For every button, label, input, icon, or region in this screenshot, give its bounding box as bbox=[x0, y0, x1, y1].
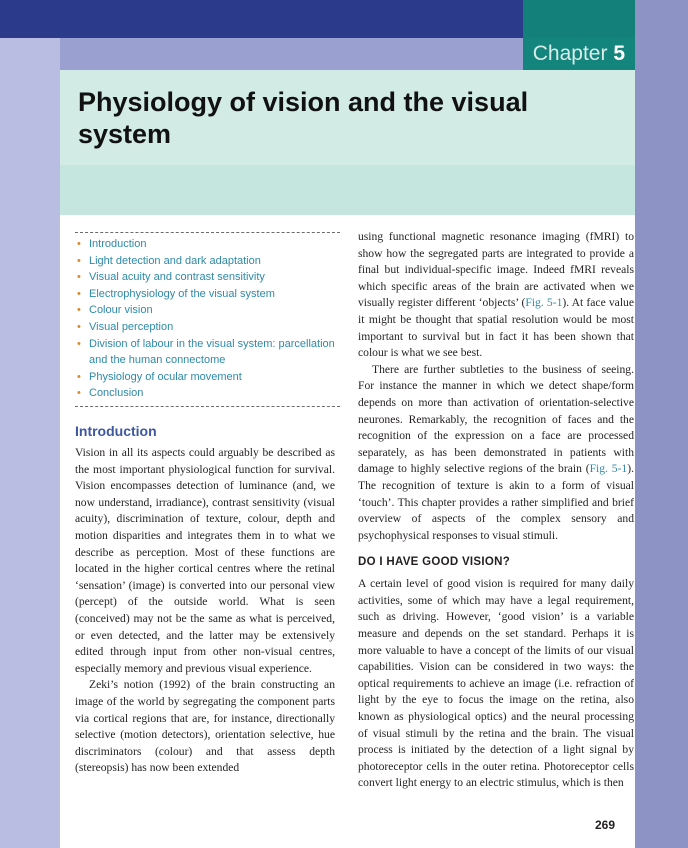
toc-item[interactable]: • Light detection and dark adaptation bbox=[75, 253, 340, 270]
paragraph-text: using functional magnetic resonance imaging (fMRI) to show how the segregated parts are integrated to provide a final but individual-specific image. Indeed fMRI reveals which specific areas of the brain are activated when we visually register different ‘objects’ ( bbox=[358, 230, 634, 310]
toc-item[interactable]: • Introduction bbox=[75, 236, 340, 253]
toc-item[interactable]: • Conclusion bbox=[75, 385, 340, 402]
toc-item[interactable]: • Visual acuity and contrast sensitivity bbox=[75, 269, 340, 286]
chapter-word: Chapter bbox=[532, 42, 608, 65]
chapter-tab-top bbox=[523, 0, 635, 38]
paragraph-text: ). At face value it might be thought that spatial resolution would be most important to survival but in fact it has been shown that colour is what we see best. bbox=[358, 296, 634, 360]
introduction-paragraph: Vision in all its aspects could arguably be described as the most important physiological function for survival. Vision encompasses detection of luminance (and, we now understand, irradiance), contrast sensitivity (visual acuity), discrimination of texture, colour, depth and motion disparities and integrates them in to what we describe as perception. Most of these functions are located in the higher cortical centres where the retinal ‘sensation’ (image) is converted into our personal view (percept) of the outside world. What is seen (conceived) may not be the same as what is perceived, or even detected, and the latter may be extensively edited through input from other non-visual centres, especially memory and previous visual experience. bbox=[75, 446, 335, 675]
good-vision-heading: DO I HAVE GOOD VISION? bbox=[358, 556, 511, 569]
left-margin-strip bbox=[0, 38, 60, 848]
chapter-number: 5 bbox=[613, 42, 625, 65]
introduction-paragraph bbox=[358, 229, 634, 362]
chapter-label bbox=[523, 38, 635, 70]
title-underband bbox=[60, 165, 635, 215]
chapter-contents bbox=[75, 232, 340, 407]
figure-reference-link[interactable]: Fig. 5-1 bbox=[525, 296, 563, 310]
right-margin-strip bbox=[635, 0, 688, 848]
introduction-paragraph: Zeki’s notion (1992) of the brain constructing an image of the world by segregating the component parts via cortical regions that are, for instance, directionally selective (motion detectors), orientation selective, hue discriminators (colour) and that assess depth (stereopsis) has now been extended bbox=[75, 678, 335, 775]
introduction-heading: Introduction bbox=[75, 423, 157, 439]
toc-item[interactable]: • Colour vision bbox=[75, 302, 340, 319]
good-vision-paragraph: A certain level of good vision is required for many daily activities, some of which may have a legal requirement, such as driving. However, ‘good vision’ is a variable measure and depends on the set standard. Perhaps it is more valuable to have a concept of the limits of our visual capabilities. Vision can be considered in two ways: the optical requirements to achieve an image (i.e. refraction of light by the eye to focus the image on the retina, also known as physiological optics) and the neural processing of visual stimuli by the retina and the brain. The visual process is initiated by the detection of a light signal by photoreceptor cells in the outer retina. Photoreceptor cells convert light energy to an electric stimulus, which is then bbox=[358, 577, 634, 790]
paragraph-text: ). The recognition of texture is akin to a form of visual ‘touch’. This chapter provides a rather simplified and brief overview of aspects of the complex sensory and psychophysical responses to visual stimuli. bbox=[358, 462, 634, 542]
toc-item[interactable]: • Physiology of ocular movement bbox=[75, 369, 340, 386]
paragraph-text: There are further subtleties to the business of seeing. For instance the manner in which we detect shape/form depends on more than activation of orientation-selective neurones. Remarkably, the recognition of faces and the recognition of the expression on a face are processed separately, as has been demonstrated in patients with damage to highly selective regions of the brain ( bbox=[358, 362, 634, 476]
page-number: 269 bbox=[595, 818, 616, 832]
toc-item[interactable]: • Electrophysiology of the visual system bbox=[75, 286, 340, 303]
chapter-title: Physiology of vision and the visual system bbox=[78, 87, 529, 149]
toc-item[interactable]: • Division of labour in the visual system: parcellation and the human connectome bbox=[75, 336, 340, 369]
figure-reference-link[interactable]: Fig. 5-1 bbox=[589, 462, 628, 476]
header-band-dark bbox=[0, 0, 523, 38]
toc-item[interactable]: • Visual perception bbox=[75, 319, 340, 336]
right-column bbox=[358, 229, 634, 792]
introduction-paragraph bbox=[358, 362, 634, 545]
header-band-light bbox=[60, 38, 523, 70]
left-column bbox=[75, 421, 335, 777]
